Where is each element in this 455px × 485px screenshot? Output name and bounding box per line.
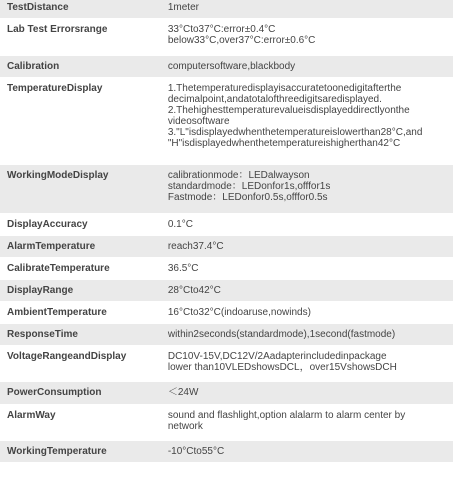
spec-value: sound and flashlight,option alalarm to alarm center by network bbox=[162, 404, 453, 440]
table-row bbox=[0, 0, 453, 18]
spec-key: WorkingTemperature bbox=[0, 440, 162, 462]
spec-value: within2seconds(standardmode),1second(fastmode) bbox=[162, 323, 453, 345]
table-row bbox=[0, 323, 453, 345]
spec-value: 16°Cto32°C(indoaruse,nowinds) bbox=[162, 301, 453, 323]
spec-value: 28°Cto42°C bbox=[162, 279, 453, 301]
spec-key: VoltageRangeandDisplay bbox=[0, 345, 162, 381]
spec-value: 1.Thetemperaturedisplayisaccuratetoonedigitafterthe decimalpoint,andatotalofthreedigitsaredisplayed. 2.Thehighesttemperaturevalueisdisplayeddirectlyonthe videosoftware 3."L"isdisplayedwhenthetemperatureislowerthan28°C,and "H"isdisplayedwhenthetemperatureishigherthan42°C bbox=[162, 77, 453, 164]
spec-value: ＜24W bbox=[162, 381, 453, 404]
spec-value: 36.5°C bbox=[162, 257, 453, 279]
spec-value: calibrationmode：LEDalwayson standardmode：LEDonfor1s,offfor1s Fastmode：LEDonfor0.5s,offfor0.5s bbox=[162, 164, 453, 213]
spec-value: 33°Cto37°C:error±0.4°C below33°C,over37°C:error±0.6°C bbox=[162, 18, 453, 55]
spec-key: AlarmTemperature bbox=[0, 235, 162, 257]
spec-key: Lab Test Errorsrange bbox=[0, 18, 162, 55]
table-row bbox=[0, 77, 453, 164]
spec-key: CalibrateTemperature bbox=[0, 257, 162, 279]
spec-key: AlarmWay bbox=[0, 404, 162, 440]
spec-key: AmbientTemperature bbox=[0, 301, 162, 323]
spec-value: 0.1°C bbox=[162, 213, 453, 235]
table-row bbox=[0, 404, 453, 440]
spec-key: WorkingModeDisplay bbox=[0, 164, 162, 213]
table-row bbox=[0, 55, 453, 77]
spec-key: PowerConsumption bbox=[0, 381, 162, 404]
spec-value: -10°Cto55°C bbox=[162, 440, 453, 462]
table-row bbox=[0, 279, 453, 301]
spec-key: TestDistance bbox=[0, 0, 162, 18]
table-row bbox=[0, 301, 453, 323]
spec-key: TemperatureDisplay bbox=[0, 77, 162, 164]
table-row bbox=[0, 257, 453, 279]
spec-value: reach37.4°C bbox=[162, 235, 453, 257]
spec-value: 1meter bbox=[162, 0, 453, 18]
spec-value: computersoftware,blackbody bbox=[162, 55, 453, 77]
spec-key: DisplayRange bbox=[0, 279, 162, 301]
spec-key: ResponseTime bbox=[0, 323, 162, 345]
table-row bbox=[0, 235, 453, 257]
table-row bbox=[0, 164, 453, 213]
spec-key: Calibration bbox=[0, 55, 162, 77]
table-row bbox=[0, 381, 453, 404]
spec-value: DC10V-15V,DC12V/2Aadapterincludedinpackage lower than10VLEDshowsDCL，over15VshowsDCH bbox=[162, 345, 453, 381]
table-row bbox=[0, 440, 453, 462]
table-row bbox=[0, 345, 453, 381]
spec-key: DisplayAccuracy bbox=[0, 213, 162, 235]
table-row bbox=[0, 213, 453, 235]
table-row bbox=[0, 18, 453, 55]
